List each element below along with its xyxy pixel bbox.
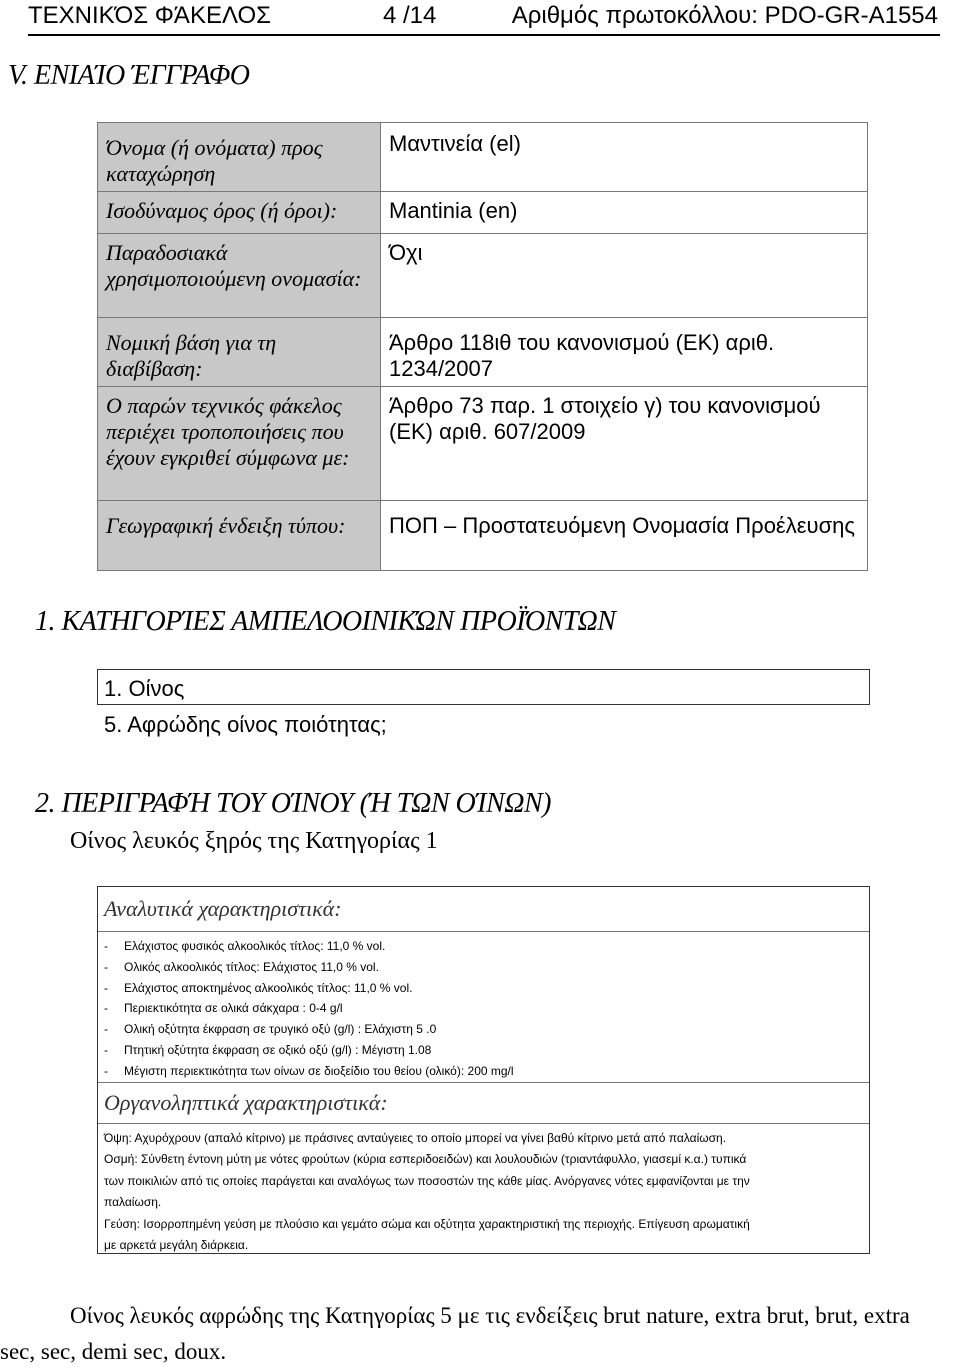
value-amendments: Άρθρο 73 παρ. 1 στοιχείο γ) του κανονισμού (ΕΚ) αριθ. 607/2009: [381, 387, 868, 501]
page-header: [0, 0, 960, 40]
value-legal-basis: Άρθρο 118ιθ του κανονισμού (ΕΚ) αριθ. 1234/2007: [381, 318, 868, 387]
table-row: [98, 123, 868, 192]
page-number: 4 /14: [383, 2, 437, 29]
list-item: - Περιεκτικότητα σε ολικά σάκχαρα : 0-4 g/l: [104, 1001, 343, 1016]
wine-type-subtitle: Οίνος λευκός ξηρός της Κατηγορίας 1: [70, 828, 438, 854]
text-line: Οσμή: Σύνθετη έντονη μύτη με νότες φρούτων (κύρια εσπεριδοειδών) και λουλουδιών (τριαντάφυλλο, γιασεμί κ.α.) τυπικά: [104, 1152, 747, 1167]
text-line: Όψη: Αχυρόχρουν (απαλό κίτρινο) με πράσινες ανταύγειες το οποίο μπορεί να γίνει βαθύ κίτρινο μετά από παλαίωση.: [104, 1130, 727, 1145]
table-row: [98, 501, 868, 571]
label-geographical-indication: Γεωγραφική ένδειξη τύπου:: [98, 501, 381, 571]
label-legal-basis: Νομική βάση για τη διαβίβαση:: [98, 318, 381, 387]
table-row: [98, 387, 868, 501]
list-item: - Ελάχιστος αποκτημένος αλκοολικός τίτλος: 11,0 % vol.: [104, 980, 413, 995]
text-line: παλαίωση.: [104, 1195, 162, 1210]
list-item: - Ολική οξύτητα έκφραση σε τρυγικό οξύ (g/l) : Ελάχιστη 5 .0: [104, 1022, 437, 1037]
organoleptic-heading: Οργανοληπτικά χαρακτηριστικά:: [98, 1082, 869, 1124]
analytical-list: [98, 932, 869, 1082]
section-v-title: V. ΕΝΙΑΊΟ ΈΓΓΡΑΦΟ: [8, 60, 250, 91]
text-line: των ποικιλιών από τις οποίες παράγεται και αναλόγως των ποσοστών της κάθε μίας. Ανόργανες νότες εμφανίζονται με την: [104, 1173, 750, 1188]
label-amendments: Ο παρών τεχνικός φάκελος περιέχει τροποποιήσεις που έχουν εγκριθεί σύμφωνα με:: [98, 387, 381, 501]
text-line: Οίνος λευκός αφρώδης της Κατηγορίας 5 με τις ενδείξεις brut nature, extra brut, brut, extra: [70, 1303, 910, 1328]
value-geographical-indication: ΠΟΠ – Προστατευόμενη Ονομασία Προέλευσης: [381, 501, 868, 571]
list-item: - Πτητική οξύτητα έκφραση σε οξικό οξύ (g/l) : Μέγιστη 1.08: [104, 1042, 432, 1057]
wine-description-box: [97, 886, 870, 1254]
header-title: ΤΕΧΝΙΚΌΣ ΦΆΚΕΛΟΣ: [28, 2, 271, 29]
analytical-heading: Αναλυτικά χαρακτηριστικά:: [98, 887, 869, 932]
header-rule: [28, 34, 940, 36]
value-traditional-name: Όχι: [381, 234, 868, 318]
text-line: sec, sec, demi sec, doux.: [0, 1339, 227, 1364]
table-row: [98, 192, 868, 234]
category-item: 1. Οίνος: [104, 676, 185, 701]
text-line: Γεύση: Ισορροπημένη γεύση με πλούσιο και γεμάτο σώμα και οξύτητα χαρακτηριστική της περιοχής. Επίγευση αρωματική: [104, 1216, 750, 1231]
table-row: [98, 318, 868, 387]
category-box-1: [97, 669, 870, 705]
list-item: - Μέγιστη περιεκτικότητα των οίνων σε διοξείδιο του θείου (ολικό): 200 mg/l: [104, 1063, 514, 1078]
organoleptic-text: [98, 1124, 869, 1257]
text-line: με αρκετά μεγάλη διάρκεια.: [104, 1238, 249, 1253]
label-name: Όνομα (ή ονόματα) προς καταχώρηση: [98, 123, 381, 192]
value-equivalent-term: Mantinia (en): [381, 192, 868, 234]
label-traditional-name: Παραδοσιακά χρησιμοποιούμενη ονομασία:: [98, 234, 381, 318]
list-item: - Ελάχιστος φυσικός αλκοολικός τίτλος: 11,0 % vol.: [104, 939, 386, 953]
list-item: - Ολικός αλκοολικός τίτλος: Ελάχιστος 11,0 % vol.: [104, 959, 379, 974]
label-equivalent-term: Ισοδύναμος όρος (ή όροι):: [98, 192, 381, 234]
value-name: Μαντινεία (el): [381, 123, 868, 192]
section-2-title: 2. ΠΕΡΙΓΡΑΦΉ ΤΟΥ ΟΊΝΟΥ (Ή ΤΩΝ ΟΊΝΩΝ): [35, 788, 551, 819]
table-row: [98, 234, 868, 318]
protocol-number: Αριθμός πρωτοκόλλου: PDO-GR-A1554: [511, 2, 938, 29]
registration-table: [97, 122, 868, 571]
section-1-title: 1. ΚΑΤΗΓΟΡΊΕΣ ΑΜΠΕΛΟΟΙΝΙΚΏΝ ΠΡΟΪΌΝΤΩΝ: [35, 606, 616, 637]
sparkling-wine-paragraph: [0, 1298, 960, 1370]
category-item: 5. Αφρώδης οίνος ποιότητας;: [104, 712, 387, 737]
